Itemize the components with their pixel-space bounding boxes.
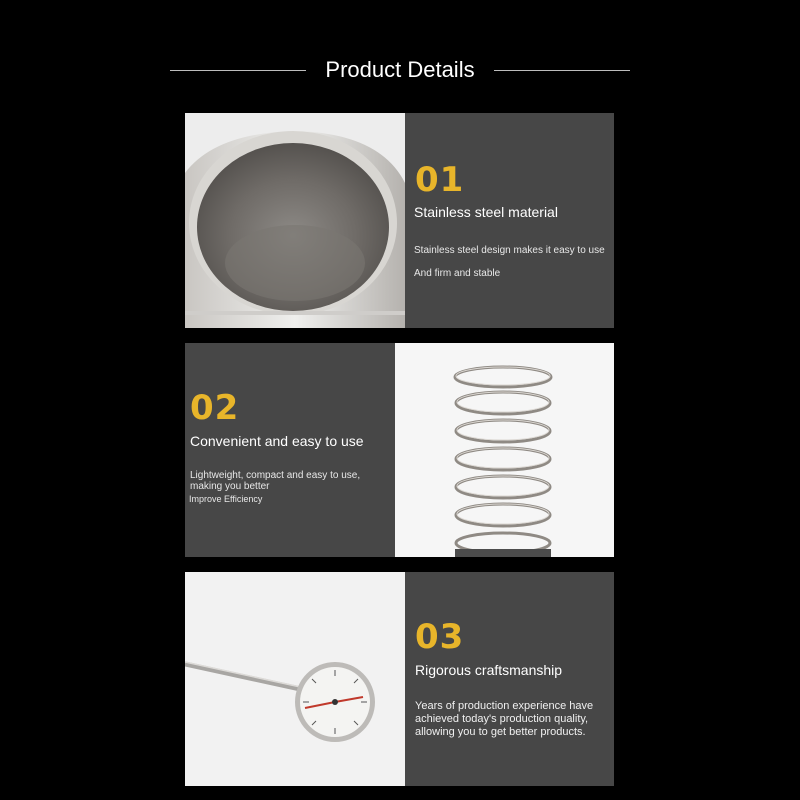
header-divider-right bbox=[494, 70, 630, 71]
section-3-desc-1c: allowing you to get better products. bbox=[415, 726, 586, 738]
section-1-desc-1: Stainless steel design makes it easy to use bbox=[414, 245, 605, 256]
section-3-desc-1b: achieved today's production quality, bbox=[415, 713, 589, 725]
section-3-number: 03 bbox=[415, 617, 465, 657]
section-2-desc-1: Lightweight, compact and easy to use, bbox=[190, 470, 361, 481]
section-3-title: Rigorous craftsmanship bbox=[415, 662, 563, 678]
section-3-desc-1: Years of production experience have bbox=[415, 700, 594, 712]
page-title: Product Details bbox=[325, 57, 475, 82]
section-2-title: Convenient and easy to use bbox=[190, 433, 364, 449]
section-3-image bbox=[185, 572, 405, 786]
section-3-panel bbox=[405, 572, 614, 786]
section-1-title: Stainless steel material bbox=[414, 204, 558, 220]
header-divider-left bbox=[170, 70, 306, 71]
section-1-image bbox=[185, 113, 405, 328]
section-1-desc-2: And firm and stable bbox=[414, 268, 501, 279]
section-1-number: 01 bbox=[415, 160, 465, 200]
section-2-number: 02 bbox=[190, 388, 240, 428]
section-2-panel bbox=[185, 343, 395, 557]
section-2-desc-1b: making you better bbox=[190, 481, 270, 492]
section-2-desc-2: Improve Efficiency bbox=[189, 494, 263, 504]
section-2-image bbox=[395, 343, 614, 557]
